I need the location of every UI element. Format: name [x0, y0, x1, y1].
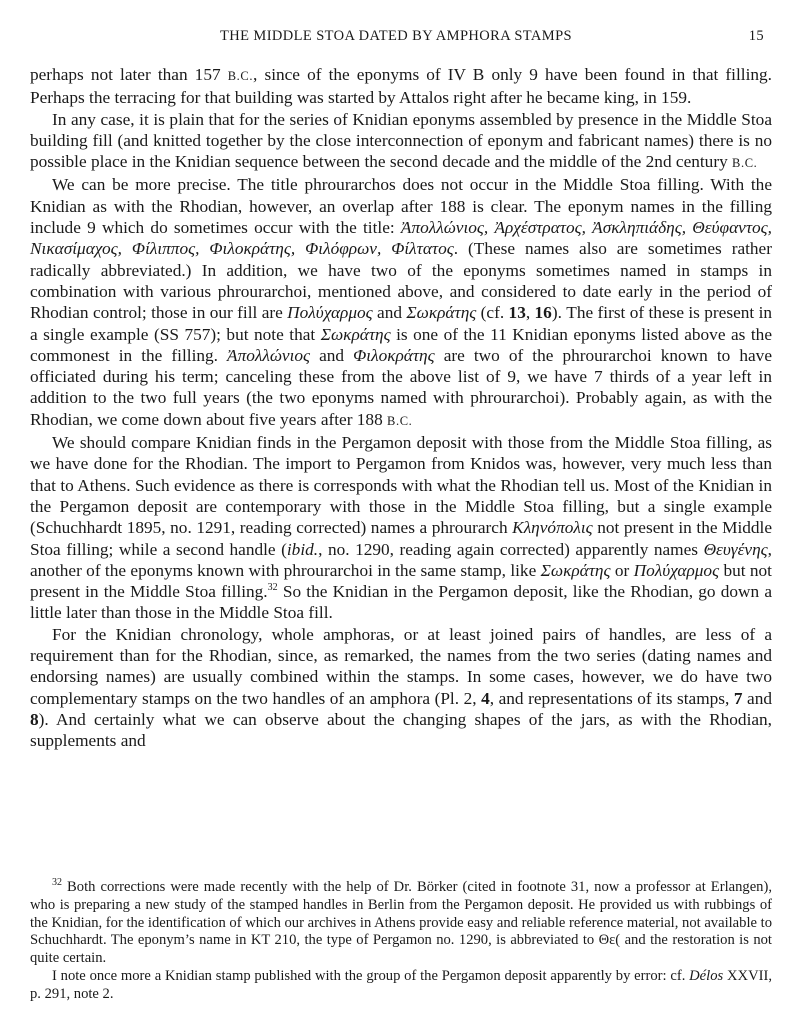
greek-name: Ἀπολλώνιος — [227, 345, 311, 365]
footnote-continuation — [30, 968, 772, 1004]
text-run: . (These names also are sometimes rather radically abbreviated.) In addition, we have two of the eponyms sometimes named in stamps in combination with various phrourarchoi, mentioned above, and considered to date early in the period of Rhodian control; those in our fill are — [30, 239, 772, 323]
footnotes — [30, 879, 772, 1004]
paragraph-4 — [30, 432, 772, 624]
text-run: are two of the phrourarchoi known to have officiated during his term; canceling these from the above list of 9, we have 7 thirds of a year left in addition to the two full years (the two eponyms named with phrourarchoi). Probably again, as with the Rhodian, we come down about five years after 188 — [30, 345, 772, 429]
greek-name: Πολύχαρμος — [633, 560, 720, 580]
text-run: is one of the 11 Knidian eponyms listed above as the commonest in the filling. — [30, 324, 772, 365]
greek-name: Πολύχαρμος — [287, 303, 373, 323]
text-run: ). And certainly what we can observe about the changing shapes of the jars, as with the Rhodian, supplements and — [30, 709, 772, 751]
greek-abbrev: Θε( — [598, 932, 621, 949]
text-run: So the Knidian in the Pergamon deposit, like the Rhodian, go down a little later than those in the Middle Stoa fill. — [30, 582, 773, 623]
text-run: ). The first of these is present in a single example (SS 757); but note that — [30, 303, 773, 344]
text-run: For the Knidian chronology, whole amphoras, or at least joined pairs of handles, are less of a requirement than for the Rhodian, since, as remarked, the names from the two series (dating names and endorsing names) are usually combined within the stamps. In some cases, however, we do have two complementary stamps on the two handles of an amphora (Pl. 2, — [30, 624, 772, 708]
paragraph-5 — [30, 624, 772, 752]
text-run: , no. 1290, reading again corrected) apparently names — [318, 539, 704, 559]
catalog-ref: 8 — [30, 709, 39, 729]
running-header — [0, 28, 792, 50]
text-run: not present in the Middle Stoa filling; while a second handle ( — [30, 518, 773, 559]
catalog-ref: 4 — [481, 688, 490, 708]
greek-name: Κληνόπολις — [512, 518, 593, 538]
text-run: We can be more precise. The title phrourarchos does not occur in the Middle Stoa filling. With the Knidian as with the Rhodian, however, an overlap after 188 is clear. The eponym names in the filling include 9 which do sometimes occur with the title: — [30, 175, 772, 238]
paragraph-3 — [30, 174, 772, 432]
body-text — [30, 64, 772, 752]
text-run: , since of the eponyms of IV B only 9 have been found in that filling. Perhaps the terracing for that building was started by Attalos right after he became king, in 159. — [30, 65, 772, 108]
footnote-32 — [30, 879, 772, 968]
catalog-ref: 16 — [534, 303, 552, 323]
text-run: and — [742, 688, 773, 708]
footnote-ref-32[interactable]: 32 — [267, 582, 278, 594]
italic-text: ibid. — [286, 539, 319, 559]
greek-names: Ἀπολλώνιος, Ἀρχέστρατος, Ἀσκληπιάδης, Θεύφαντος, Νικασίμαχος, Φίλιππος, Φιλοκράτης, Φιλόφρων, Φίλτατος — [30, 218, 772, 259]
greek-name: Θευγένης — [703, 539, 768, 559]
text-run: perhaps not later than 157 — [30, 65, 228, 84]
page-number: 15 — [748, 28, 764, 44]
greek-name: Σωκράτης — [406, 303, 477, 323]
era-abbrev: B.C. — [387, 413, 413, 428]
text-run: , another of the eponyms known with phrourarchoi in the same stamp, like — [30, 539, 772, 580]
text-run: Both corrections were made recently with the help of Dr. Börker (cited in footnote 31, now a professor at Erlangen), who is preparing a new study of the stamped handles in Berlin from the Pergamon deposit. He provided us with rubbings of the Knidian, for the identification of which our archives in Athens provide easy and reliable reference material, not available to Schuchhardt. The eponym’s name in KT 210, the type of Pergamon no. 1290, is abbreviated to — [30, 879, 772, 949]
text-run: and — [310, 345, 354, 365]
running-title: THE MIDDLE STOA DATED BY AMPHORA STAMPS — [219, 28, 572, 44]
greek-name: Σωκράτης — [320, 324, 391, 344]
catalog-ref: 13 — [508, 303, 526, 323]
text-run: In any case, it is plain that for the series of Knidian eponyms assembled by presence in the Middle Stoa building fill (and knitted together by the close interconnection of eponym and fabricant names) there is no possible place in the Knidian sequence between the second decade and the middle of the 2nd century — [30, 109, 772, 172]
text-run: , — [525, 303, 535, 323]
text-run: I note once more a Knidian stamp published with the group of the Pergamon deposit apparently by error: cf. — [52, 967, 690, 984]
paragraph-2 — [30, 109, 772, 175]
text-run: , and representations of its stamps, — [489, 688, 734, 708]
catalog-ref: 7 — [733, 688, 743, 708]
text-run: and the restoration is not quite certain. — [30, 932, 772, 967]
text-run: XXVII, p. 291, note 2. — [30, 967, 772, 1002]
paragraph-1 — [30, 64, 772, 109]
footnote-marker: 32 — [52, 877, 62, 889]
greek-name: Σωκράτης — [540, 560, 611, 580]
text-run: or — [610, 560, 634, 580]
text-run: and — [372, 303, 407, 323]
text-run: (cf. — [476, 303, 509, 323]
italic-text: Délos — [689, 967, 724, 984]
text-run: We should compare Knidian finds in the Pergamon deposit with those from the Middle Stoa filling, as we have done for the Rhodian. The import to Pergamon from Knidos was, however, very much less than that to Athens. Such evidence as there is corresponds with what the Rhodian tell us. Most of the Knidian in the Pergamon deposit are contemporary with those in the Middle Stoa filling, but a single example (Schuchhardt 1895, no. 1291, reading corrected) names a phrourarch — [30, 433, 772, 538]
era-abbrev: B.C. — [732, 156, 758, 171]
era-abbrev: B.C. — [227, 69, 254, 83]
text-run: but not present in the Middle Stoa filling. — [30, 560, 772, 602]
greek-name: Φιλοκράτης — [353, 345, 435, 365]
